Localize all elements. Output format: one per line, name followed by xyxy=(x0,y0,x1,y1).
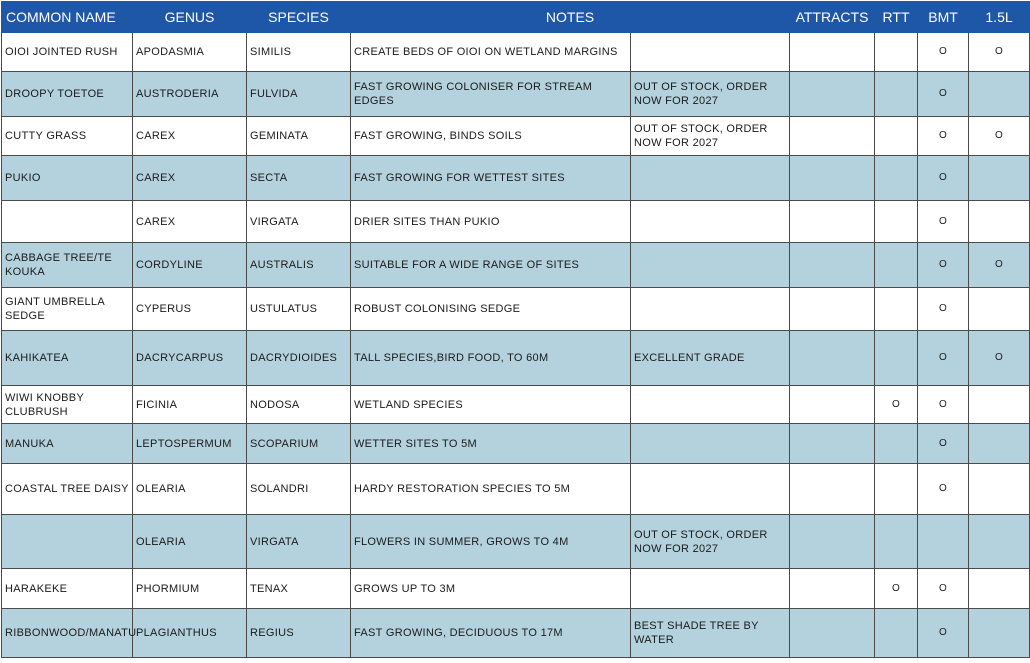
bmt-cell: O xyxy=(918,569,969,609)
species-cell: SCOPARIUM xyxy=(247,424,351,464)
table-row xyxy=(2,464,1030,515)
header-rtt: RTT xyxy=(875,2,918,33)
notes-cell: FLOWERS IN SUMMER, GROWS TO 4M xyxy=(351,515,631,569)
genus-cell: PLAGIANTHUS xyxy=(133,609,247,658)
header-1-5l: 1.5L xyxy=(969,2,1030,33)
species-cell: AUSTRALIS xyxy=(247,243,351,288)
rtt-cell xyxy=(875,201,918,243)
genus-cell: LEPTOSPERMUM xyxy=(133,424,247,464)
bmt-cell: O xyxy=(918,33,969,72)
status-cell: OUT OF STOCK, ORDER NOW FOR 2027 xyxy=(631,515,790,569)
common-name-cell: KAHIKATEA xyxy=(2,331,133,386)
rtt-cell: O xyxy=(875,386,918,424)
size-1-5l-cell: O xyxy=(969,33,1030,72)
table-row xyxy=(2,243,1030,288)
rtt-cell xyxy=(875,515,918,569)
species-cell: VIRGATA xyxy=(247,201,351,243)
header-bmt: BMT xyxy=(918,2,969,33)
rtt-cell xyxy=(875,117,918,156)
notes-cell: WETTER SITES TO 5M xyxy=(351,424,631,464)
notes-cell: TALL SPECIES,BIRD FOOD, TO 60M xyxy=(351,331,631,386)
size-1-5l-cell xyxy=(969,464,1030,515)
attracts-cell xyxy=(790,464,875,515)
species-cell: USTULATUS xyxy=(247,288,351,331)
bmt-cell: O xyxy=(918,609,969,658)
size-1-5l-cell xyxy=(969,569,1030,609)
attracts-cell xyxy=(790,156,875,201)
species-cell: SIMILIS xyxy=(247,33,351,72)
species-cell: TENAX xyxy=(247,569,351,609)
common-name-cell: CABBAGE TREE/TE KOUKA xyxy=(2,243,133,288)
status-cell xyxy=(631,243,790,288)
status-cell xyxy=(631,156,790,201)
notes-cell: FAST GROWING COLONISER FOR STREAM EDGES xyxy=(351,72,631,117)
common-name-cell: WIWI KNOBBY CLUBRUSH xyxy=(2,386,133,424)
table-row xyxy=(2,331,1030,386)
table-row xyxy=(2,201,1030,243)
attracts-cell xyxy=(790,609,875,658)
header-attracts: ATTRACTS xyxy=(790,2,875,33)
bmt-cell: O xyxy=(918,464,969,515)
size-1-5l-cell xyxy=(969,609,1030,658)
status-cell: OUT OF STOCK, ORDER NOW FOR 2027 xyxy=(631,117,790,156)
header-species: SPECIES xyxy=(247,2,351,33)
bmt-cell: O xyxy=(918,201,969,243)
attracts-cell xyxy=(790,424,875,464)
status-cell xyxy=(631,424,790,464)
table-row xyxy=(2,117,1030,156)
notes-cell: ROBUST COLONISING SEDGE xyxy=(351,288,631,331)
size-1-5l-cell xyxy=(969,201,1030,243)
rtt-cell xyxy=(875,33,918,72)
header-row xyxy=(2,2,1030,33)
genus-cell: CYPERUS xyxy=(133,288,247,331)
notes-cell: SUITABLE FOR A WIDE RANGE OF SITES xyxy=(351,243,631,288)
status-cell: EXCELLENT GRADE xyxy=(631,331,790,386)
common-name-cell xyxy=(2,201,133,243)
attracts-cell xyxy=(790,33,875,72)
bmt-cell: O xyxy=(918,156,969,201)
attracts-cell xyxy=(790,288,875,331)
genus-cell: OLEARIA xyxy=(133,515,247,569)
table-row xyxy=(2,386,1030,424)
status-cell xyxy=(631,569,790,609)
notes-cell: GROWS UP TO 3M xyxy=(351,569,631,609)
plant-table xyxy=(1,1,1030,658)
notes-cell: HARDY RESTORATION SPECIES TO 5M xyxy=(351,464,631,515)
notes-cell: CREATE BEDS OF OIOI ON WETLAND MARGINS xyxy=(351,33,631,72)
genus-cell: CAREX xyxy=(133,201,247,243)
genus-cell: APODASMIA xyxy=(133,33,247,72)
genus-cell: OLEARIA xyxy=(133,464,247,515)
status-cell xyxy=(631,464,790,515)
rtt-cell xyxy=(875,609,918,658)
species-cell: SECTA xyxy=(247,156,351,201)
size-1-5l-cell xyxy=(969,288,1030,331)
notes-cell: FAST GROWING FOR WETTEST SITES xyxy=(351,156,631,201)
header-common-name: COMMON NAME xyxy=(2,2,133,33)
notes-cell: FAST GROWING, DECIDUOUS TO 17M xyxy=(351,609,631,658)
table-row xyxy=(2,156,1030,201)
table-row xyxy=(2,288,1030,331)
status-cell xyxy=(631,201,790,243)
status-cell: OUT OF STOCK, ORDER NOW FOR 2027 xyxy=(631,72,790,117)
attracts-cell xyxy=(790,386,875,424)
attracts-cell xyxy=(790,201,875,243)
table-row xyxy=(2,569,1030,609)
rtt-cell xyxy=(875,331,918,386)
rtt-cell xyxy=(875,156,918,201)
size-1-5l-cell xyxy=(969,424,1030,464)
genus-cell: AUSTRODERIA xyxy=(133,72,247,117)
genus-cell: CAREX xyxy=(133,156,247,201)
bmt-cell: O xyxy=(918,72,969,117)
common-name-cell: PUKIO xyxy=(2,156,133,201)
status-cell xyxy=(631,386,790,424)
common-name-cell: DROOPY TOETOE xyxy=(2,72,133,117)
common-name-cell: GIANT UMBRELLA SEDGE xyxy=(2,288,133,331)
size-1-5l-cell: O xyxy=(969,243,1030,288)
table-row xyxy=(2,609,1030,658)
bmt-cell: O xyxy=(918,331,969,386)
table-row xyxy=(2,33,1030,72)
notes-cell: WETLAND SPECIES xyxy=(351,386,631,424)
common-name-cell: COASTAL TREE DAISY xyxy=(2,464,133,515)
bmt-cell: O xyxy=(918,288,969,331)
table-row xyxy=(2,72,1030,117)
notes-cell: DRIER SITES THAN PUKIO xyxy=(351,201,631,243)
species-cell: GEMINATA xyxy=(247,117,351,156)
common-name-cell: MANUKA xyxy=(2,424,133,464)
species-cell: SOLANDRI xyxy=(247,464,351,515)
rtt-cell xyxy=(875,424,918,464)
common-name-cell: HARAKEKE xyxy=(2,569,133,609)
table-row xyxy=(2,515,1030,569)
size-1-5l-cell xyxy=(969,72,1030,117)
attracts-cell xyxy=(790,72,875,117)
notes-cell: FAST GROWING, BINDS SOILS xyxy=(351,117,631,156)
header-genus: GENUS xyxy=(133,2,247,33)
species-cell: FULVIDA xyxy=(247,72,351,117)
attracts-cell xyxy=(790,243,875,288)
size-1-5l-cell xyxy=(969,386,1030,424)
size-1-5l-cell: O xyxy=(969,331,1030,386)
genus-cell: CAREX xyxy=(133,117,247,156)
header-notes: NOTES xyxy=(351,2,790,33)
attracts-cell xyxy=(790,331,875,386)
rtt-cell xyxy=(875,243,918,288)
genus-cell: DACRYCARPUS xyxy=(133,331,247,386)
species-cell: NODOSA xyxy=(247,386,351,424)
common-name-cell xyxy=(2,515,133,569)
bmt-cell: O xyxy=(918,243,969,288)
rtt-cell xyxy=(875,464,918,515)
common-name-cell: RIBBONWOOD/MANATU xyxy=(2,609,133,658)
genus-cell: FICINIA xyxy=(133,386,247,424)
bmt-cell: O xyxy=(918,424,969,464)
rtt-cell xyxy=(875,288,918,331)
size-1-5l-cell xyxy=(969,515,1030,569)
size-1-5l-cell: O xyxy=(969,117,1030,156)
rtt-cell xyxy=(875,72,918,117)
status-cell: BEST SHADE TREE BY WATER xyxy=(631,609,790,658)
status-cell xyxy=(631,288,790,331)
species-cell: VIRGATA xyxy=(247,515,351,569)
table-row xyxy=(2,424,1030,464)
species-cell: DACRYDIOIDES xyxy=(247,331,351,386)
attracts-cell xyxy=(790,515,875,569)
genus-cell: CORDYLINE xyxy=(133,243,247,288)
genus-cell: PHORMIUM xyxy=(133,569,247,609)
bmt-cell: O xyxy=(918,117,969,156)
rtt-cell: O xyxy=(875,569,918,609)
status-cell xyxy=(631,33,790,72)
bmt-cell xyxy=(918,515,969,569)
common-name-cell: CUTTY GRASS xyxy=(2,117,133,156)
attracts-cell xyxy=(790,117,875,156)
common-name-cell: OIOI JOINTED RUSH xyxy=(2,33,133,72)
attracts-cell xyxy=(790,569,875,609)
bmt-cell: O xyxy=(918,386,969,424)
species-cell: REGIUS xyxy=(247,609,351,658)
size-1-5l-cell xyxy=(969,156,1030,201)
